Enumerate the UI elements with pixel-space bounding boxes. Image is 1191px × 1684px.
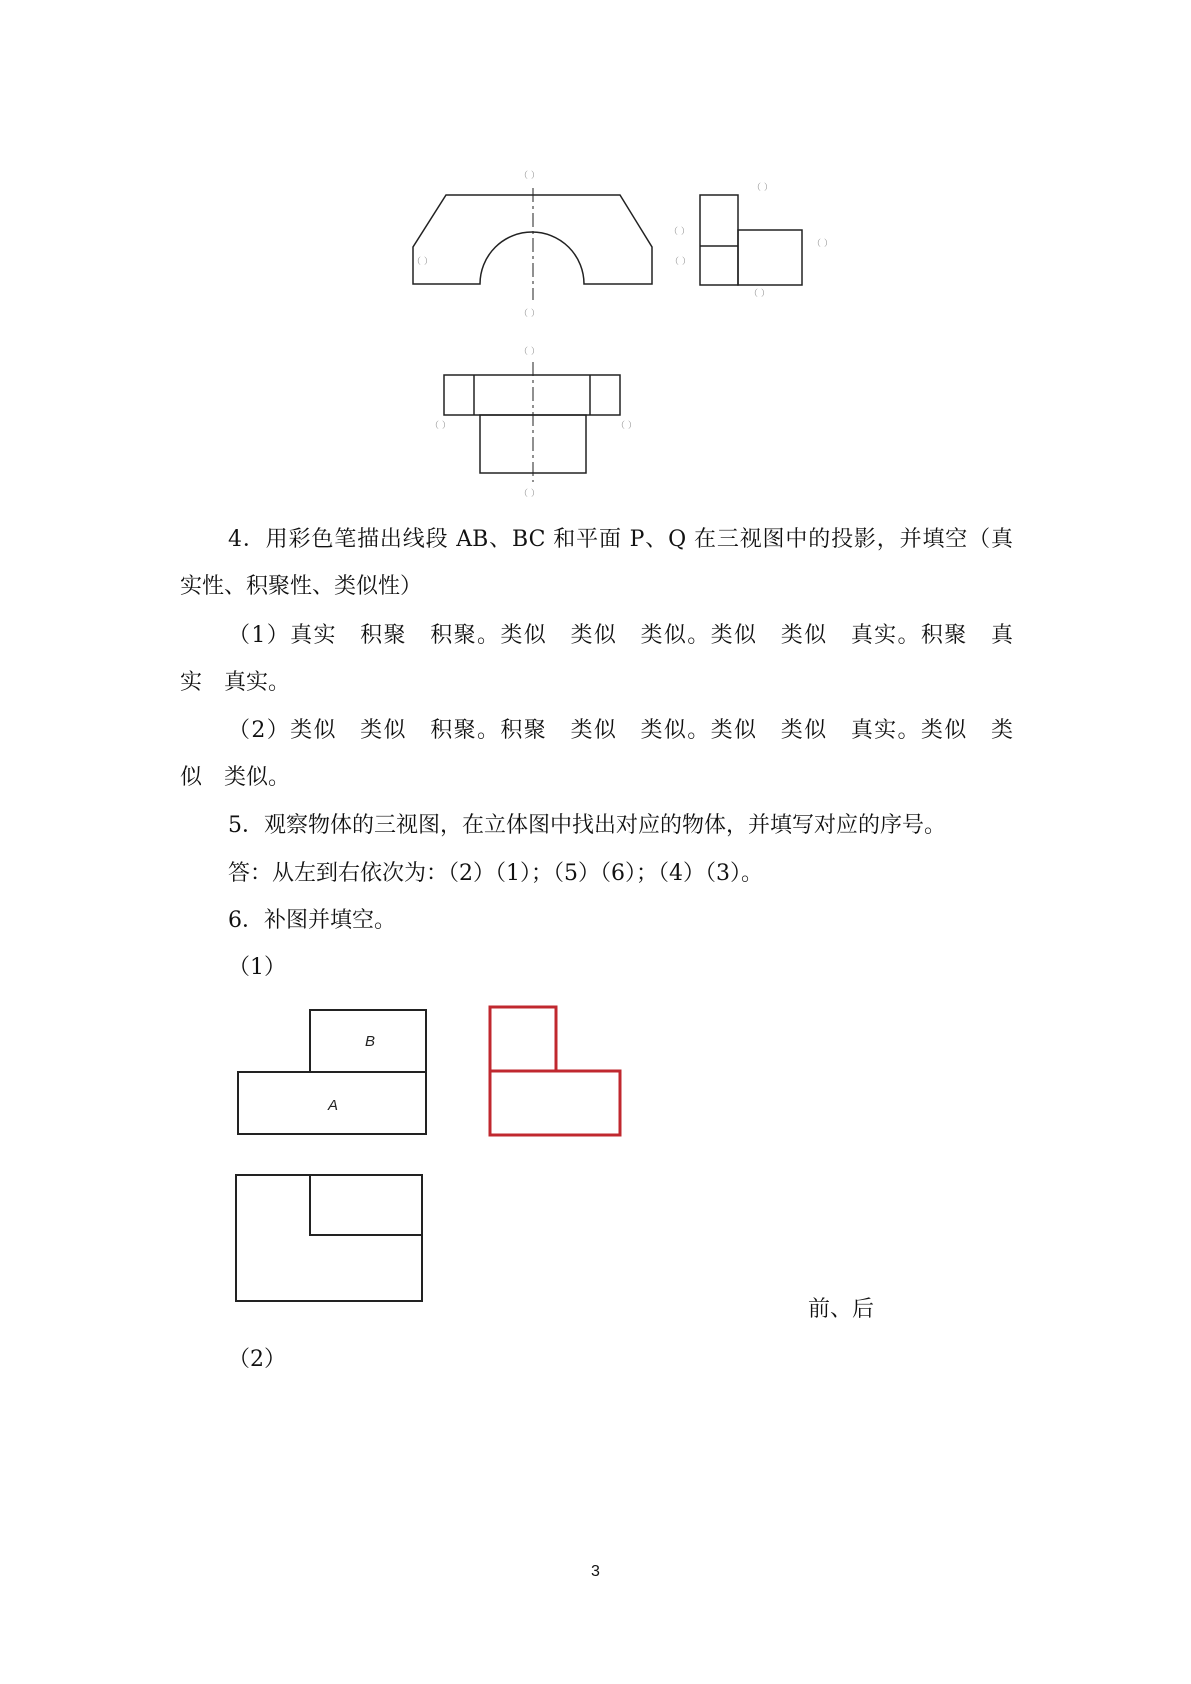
label-a: A (328, 1097, 339, 1114)
q6-fill-answer: 前、后 (808, 1297, 875, 1322)
q6-stem: 6．补图并填空。 (228, 908, 396, 933)
label-side-right: （ ） (812, 239, 833, 249)
front-view (413, 188, 652, 300)
q4-stem-line2: 实性、积聚性、类似性） (180, 574, 423, 599)
label-b: B (365, 1033, 376, 1050)
label-side-top: （ ） (752, 183, 773, 193)
label-plan-left: （ ） (430, 421, 451, 431)
label-right: （ ） (670, 257, 691, 267)
q6-part1-label: （1） (228, 955, 286, 980)
q4-answer2-line2: 似 类似。 (180, 765, 291, 790)
q6-answer-side-view (490, 1007, 620, 1135)
label-plan-top: （ ） (519, 347, 540, 357)
label-plan-right: （ ） (616, 421, 637, 431)
side-view (700, 195, 802, 285)
label-left: （ ） (412, 257, 433, 267)
label-plan-bottom: （ ） (519, 489, 540, 499)
q5-stem: 5．观察物体的三视图，在立体图中找出对应的物体，并填写对应的序号。 (228, 813, 946, 838)
label-side-left: （ ） (669, 227, 690, 237)
q4-answer1-line2: 实 真实。 (180, 670, 291, 695)
q6-front-view (238, 1010, 426, 1134)
q4-answer2-line1: （2）类似 类似 积聚。积聚 类似 类似。类似 类似 真实。类似 类 (228, 718, 1013, 743)
q5-answer: 答：从左到右依次为：（2）（1）；（5）（6）；（4）（3）。 (228, 861, 763, 886)
plan-view (444, 362, 620, 482)
q4-answer1-line1: （1）真实 积聚 积聚。类似 类似 类似。类似 类似 真实。积聚 真 (228, 623, 1013, 648)
page-number: 3 (591, 1563, 600, 1580)
q6-plan-view (236, 1175, 422, 1301)
label-bottom: （ ） (519, 309, 540, 319)
q4-stem-line1: 4．用彩色笔描出线段 AB、BC 和平面 P、Q 在三视图中的投影，并填空（真 (228, 527, 1013, 552)
label-top: （ ） (519, 171, 540, 181)
three-view-figure (0, 0, 1191, 520)
q6-part2-label: （2） (228, 1347, 286, 1372)
q6-figure (220, 990, 920, 1320)
label-side-bottom: （ ） (749, 289, 770, 299)
